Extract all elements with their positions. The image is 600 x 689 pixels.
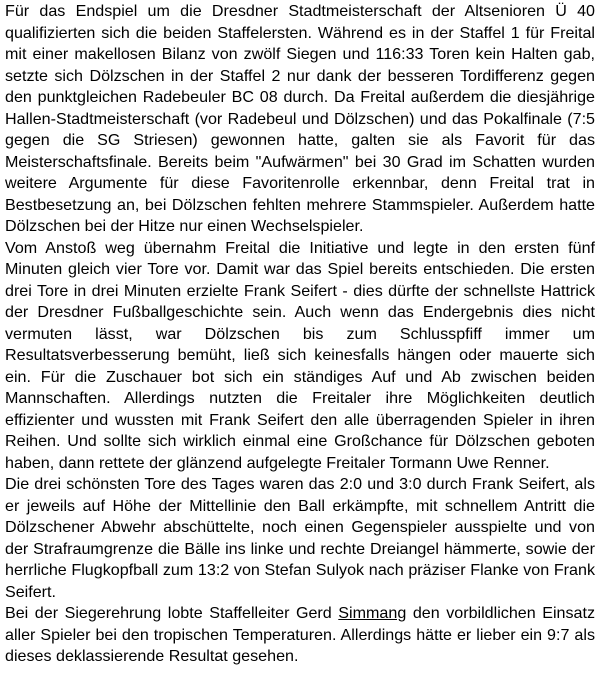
paragraph-award-ceremony [5,603,595,668]
underlined-name: Simmang [338,604,407,622]
paragraph-best-goals [5,474,595,603]
award-ceremony-text-end: den vorbildlichen Einsatz aller Spieler bei den tropischen Temperaturen. Allerdings hätte er lieber ein 9:7 als dieses deklassierende Resultat gesehen. [5,604,595,665]
paragraph-match-report [5,238,595,475]
paragraph-match-report-text: Vom Anstoß weg übernahm Freital die Initiative und legte in den ersten fünf Minuten gleich vier Tore vor. Damit war das Spiel bereits entschieden. Die ersten drei Tore in drei Minuten erzielte Frank Seifert - dies dürfte der schnellste Hattrick der Dresdner Fußballgeschichte sein. Auch wenn das Endergebnis dies nicht vermuten lässt, war Dölzschen bis zum Schlusspfiff immer um Resultatsverbesserung bemüht, ließ sich keinesfalls hängen oder mauerte sich ein. Für die Zuschauer bot sich ein ständiges Auf und Ab zwischen beiden Mannschaften. Allerdings nutzten die Freitaler ihre Möglichkeiten deutlich effizienter und wussten mit Frank Seifert den alle überragenden Spieler in ihren Reihen. Und sollte sich wirklich einmal eine Großchance für Dölzschen geboten haben, dann rettete der glänzend aufgelegte Freitaler Tormann Uwe Renner. [5,238,595,472]
award-ceremony-text-start: Bei der Siegerehrung lobte Staffelleiter Gerd [5,604,339,622]
paragraph-intro-text: Für das Endspiel um die Dresdner Stadtmeisterschaft der Altsenioren Ü 40 qualifizierten sich die beiden Staffelersten. Während es in der Staffel 1 für Freital mit einer makellosen Bilanz von zwölf Siegen und 116:33 Toren kein Halten gab, setzte sich Dölzschen in der Staffel 2 nur dank der besseren Tordifferenz gegen den punktgleichen Radebeuler BC 08 durch. Da Freital außerdem die diesjährige Hallen-Stadtmeisterschaft (vor Radebeul und Dölzschen) und das Pokalfinale (7:5 gegen die SG Striesen) gewonnen hatte, galten sie als Favorit für das Meisterschaftsfinale. Bereits beim "Aufwärmen" bei 30 Grad im Schatten wurden weitere Argumente für diese Favoritenrolle erkennbar, denn Freital trat in Bestbesetzung an, bei Dölzschen fehlten mehrere Stammspieler. Außerdem hatte Dölzschen bei der Hitze nur einen Wechselspieler. [5,2,595,235]
paragraph-best-goals-text: Die drei schönsten Tore des Tages waren das 2:0 und 3:0 durch Frank Seifert, als er jeweils auf Höhe der Mittellinie den Ball erkämpfte, mit schnellem Antritt die Dölzschener Abwehr abschüttelte, noch einen Gegenspieler ausspielte und von der Strafraumgrenze die Bälle ins linke und rechte Dreiangel hämmerte, sowie der herrliche Flugkopfball zum 13:2 von Stefan Sulyok nach präziser Flanke von Frank Seifert. [5,475,595,601]
paragraph-intro [5,1,595,238]
